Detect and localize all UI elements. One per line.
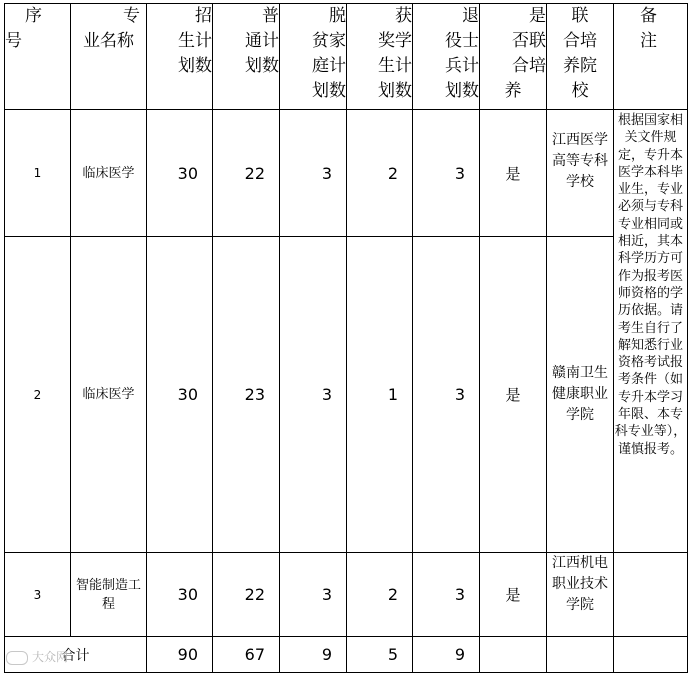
header-college: 联 合培 养院 校 bbox=[547, 4, 614, 110]
cell-college: 江西医学高等专科学校 bbox=[547, 110, 614, 237]
cell-poverty: 3 bbox=[280, 237, 347, 553]
cell-veteran: 3 bbox=[413, 553, 480, 637]
header-joint: 是 否联 合培 养 bbox=[480, 4, 547, 110]
cell-award: 2 bbox=[347, 110, 413, 237]
total-poverty: 9 bbox=[280, 637, 347, 673]
total-college-empty bbox=[547, 637, 614, 673]
header-poverty: 脱 贫家 庭计 划数 bbox=[280, 4, 347, 110]
cell-enroll: 30 bbox=[147, 553, 213, 637]
cell-award: 1 bbox=[347, 237, 413, 553]
cell-regular: 23 bbox=[213, 237, 280, 553]
total-row bbox=[5, 637, 688, 673]
cell-major: 临床医学 bbox=[71, 110, 147, 237]
cell-joint: 是 bbox=[480, 237, 547, 553]
cell-note-empty bbox=[614, 553, 688, 637]
watermark-text: 大众网 bbox=[32, 650, 69, 664]
total-note-empty bbox=[614, 637, 688, 673]
cell-enroll: 30 bbox=[147, 110, 213, 237]
cell-college: 江西机电职业技术学院 bbox=[547, 553, 614, 637]
watermark-logo-icon bbox=[6, 651, 28, 665]
header-enroll: 招 生计 划数 bbox=[147, 4, 213, 110]
cell-joint: 是 bbox=[480, 553, 547, 637]
cell-veteran: 3 bbox=[413, 237, 480, 553]
total-award: 5 bbox=[347, 637, 413, 673]
header-regular: 普 通计 划数 bbox=[213, 4, 280, 110]
header-note: 备 注 bbox=[614, 4, 688, 110]
cell-major: 智能制造工程 bbox=[71, 553, 147, 637]
enrollment-plan-table bbox=[4, 3, 688, 673]
table-row bbox=[5, 553, 688, 637]
header-award: 获 奖学 生计 划数 bbox=[347, 4, 413, 110]
cell-joint: 是 bbox=[480, 110, 547, 237]
cell-regular: 22 bbox=[213, 110, 280, 237]
header-major: 专 业名称 bbox=[71, 4, 147, 110]
header-veteran: 退 役士 兵计 划数 bbox=[413, 4, 480, 110]
cell-poverty: 3 bbox=[280, 110, 347, 237]
cell-seq: 1 bbox=[5, 110, 71, 237]
cell-seq: 3 bbox=[5, 553, 71, 637]
header-row bbox=[5, 4, 688, 110]
total-joint-empty bbox=[480, 637, 547, 673]
cell-poverty: 3 bbox=[280, 553, 347, 637]
cell-note: 根据国家相关文件规定，专升本医学本科毕业生，专业必须与专科专业相同或相近，其本科学历方可作为报考医师资格的学历依据。请考生自行了解知悉行业资格考试报考条件（如专升本学习年限、本专科专业等），谨慎报考。 bbox=[614, 110, 688, 553]
table-row bbox=[5, 237, 688, 553]
cell-enroll: 30 bbox=[147, 237, 213, 553]
table-row bbox=[5, 110, 688, 237]
cell-major: 临床医学 bbox=[71, 237, 147, 553]
total-regular: 67 bbox=[213, 637, 280, 673]
cell-college: 赣南卫生健康职业学院 bbox=[547, 237, 614, 553]
total-enroll: 90 bbox=[147, 637, 213, 673]
cell-veteran: 3 bbox=[413, 110, 480, 237]
watermark bbox=[6, 648, 68, 665]
total-label: 合计 bbox=[5, 637, 147, 673]
cell-regular: 22 bbox=[213, 553, 280, 637]
cell-seq: 2 bbox=[5, 237, 71, 553]
cell-award: 2 bbox=[347, 553, 413, 637]
total-veteran: 9 bbox=[413, 637, 480, 673]
header-seq: 序 号 bbox=[5, 4, 71, 110]
